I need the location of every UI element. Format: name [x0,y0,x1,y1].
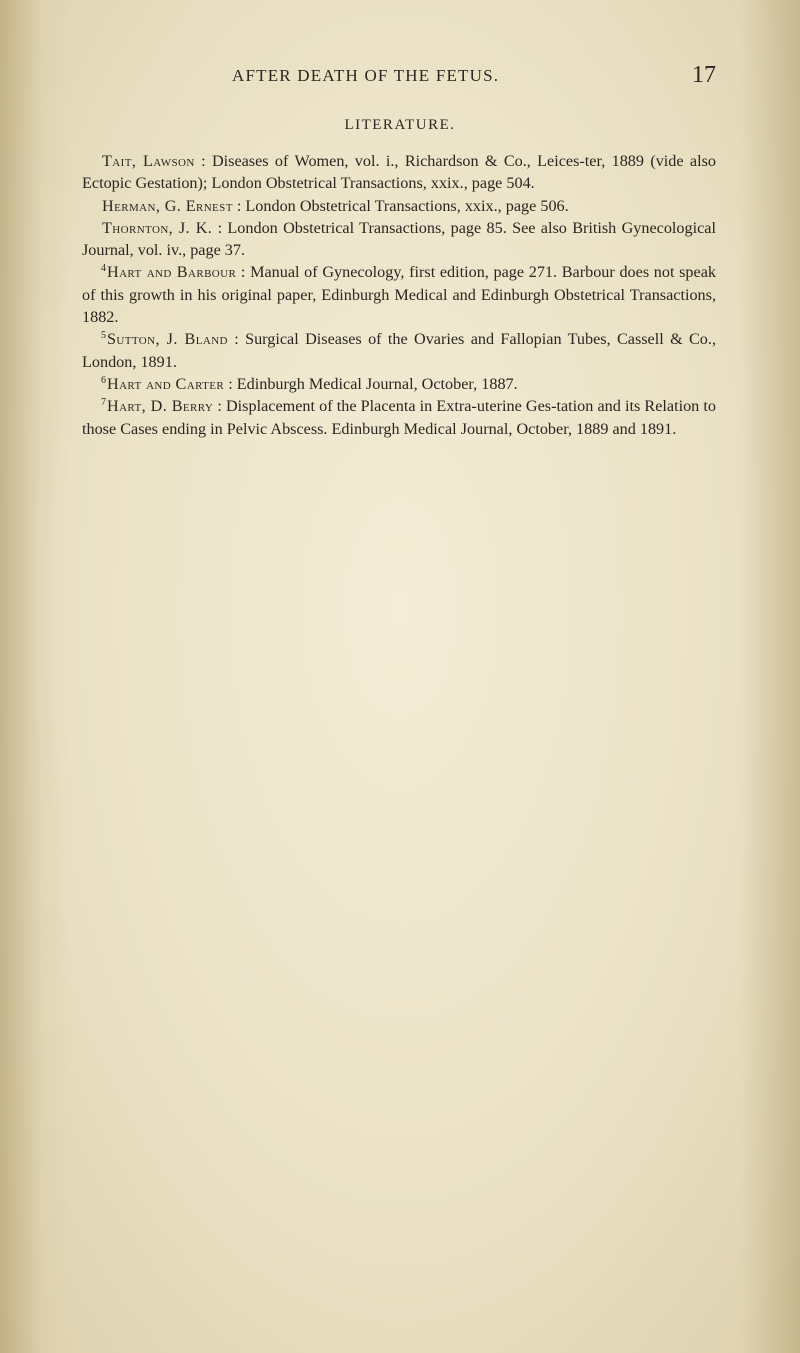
reference-list [82,150,716,440]
reference-item [82,328,716,373]
reference-item [82,261,716,328]
reference-text: : London Obstetrical Transactions, page 85. See also British Gynecological Journal, vol. iv., page 37. [82,218,716,260]
reference-item [82,395,716,440]
reference-text: : Diseases of Women, vol. i., Richardson & Co., Leices-ter, 1889 (vide also Ectopic Gestation); London Obstetrical Transactions, xxix., page 504. [82,152,717,193]
reference-item [82,195,716,217]
reference-text: : Edinburgh Medical Journal, October, 1887. [228,374,518,393]
reference-author: Thornton, J. K. [102,218,213,237]
page-number: 17 [692,62,716,88]
reference-item [82,217,716,262]
reference-text: : Displacement of the Placenta in Extra-uterine Ges-tation and its Relation to those Cases ending in Pelvic Abscess. Edinburgh Medical Journal, October, 1889 and 1891. [82,397,716,438]
reference-author: Herman, G. Ernest [102,196,233,215]
reference-author: Tait, Lawson [102,152,195,170]
reference-item [82,150,716,195]
reference-author: Hart and Carter [107,374,225,393]
section-heading: LITERATURE. [344,117,456,133]
reference-author: Hart, D. Berry [107,397,214,416]
reference-number: 6 [101,374,106,386]
reference-author: Sutton, J. Bland [107,330,228,349]
reference-number: 5 [101,329,106,341]
page-edge-shadow-right [740,0,800,1353]
reference-text: : Manual of Gynecology, first edition, page 271. Barbour does not speak of this growth in his original paper, Edinburgh Medical and Edinburgh Obstetrical Transactions, 1882. [82,263,716,327]
page-edge-shadow-left [0,0,70,1353]
reference-number: 7 [101,396,106,408]
running-head [0,62,800,92]
reference-item [82,373,716,395]
reference-number: 4 [101,263,106,275]
reference-text: : London Obstetrical Transactions, xxix., page 506. [236,196,569,215]
reference-text: : Surgical Diseases of the Ovaries and Fallopian Tubes, Cassell & Co., London, 1891. [82,330,716,371]
running-title: AFTER DEATH OF THE FETUS. [232,66,500,85]
reference-author: Hart and Barbour [107,263,237,282]
